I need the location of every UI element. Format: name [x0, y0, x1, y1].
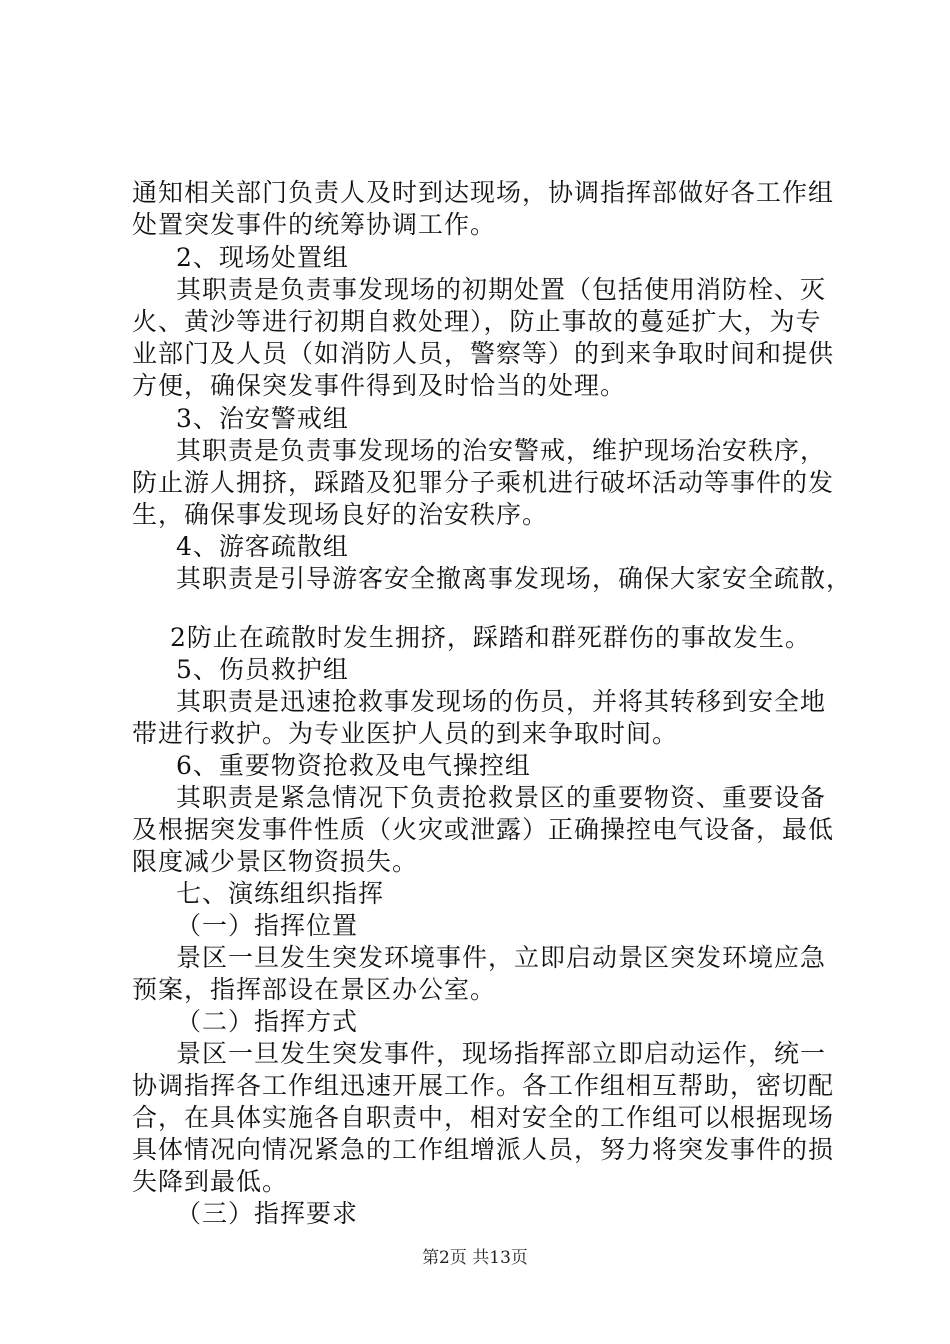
section-heading: 七、演练组织指挥	[176, 879, 385, 908]
page-footer: 第2页 共13页	[422, 1248, 528, 1268]
paragraph-line: 具体情况向情况紧急的工作组增派人员，努力将突发事件的损	[132, 1135, 835, 1164]
section-heading: 5、伤员救护组	[176, 655, 349, 684]
subsection-heading: （一）指挥位置	[176, 911, 359, 940]
section-heading: 3、治安警戒组	[176, 404, 349, 433]
paragraph-line: 限度减少景区物资损失。	[132, 847, 419, 876]
paragraph-line: 2防止在疏散时发生拥挤，踩踏和群死群伤的事故发生。	[170, 623, 811, 652]
paragraph-line: 预案，指挥部设在景区办公室。	[132, 975, 497, 1004]
subsection-heading: （三）指挥要求	[176, 1199, 359, 1228]
paragraph-line: 景区一旦发生突发事件，现场指挥部立即启动运作，统一	[176, 1039, 827, 1068]
paragraph-line: 协调指挥各工作组迅速开展工作。各工作组相互帮助，密切配	[132, 1071, 835, 1100]
paragraph-line: 火、黄沙等进行初期自救处理），防止事故的蔓延扩大，为专	[132, 307, 822, 336]
paragraph-line: 业部门及人员（如消防人员，警察等）的到来争取时间和提供	[132, 339, 835, 368]
paragraph-line: 合，在具体实施各自职责中，相对安全的工作组可以根据现场	[132, 1103, 835, 1132]
paragraph-line: 处置突发事件的统筹协调工作。	[132, 210, 497, 239]
section-heading: 2、现场处置组	[176, 243, 349, 272]
paragraph-line: 其职责是负责事发现场的治安警戒，维护现场治安秩序，	[176, 436, 827, 465]
paragraph-line: 带进行救护。为专业医护人员的到来争取时间。	[132, 719, 679, 748]
section-heading: 4、游客疏散组	[176, 532, 349, 561]
paragraph-line: 景区一旦发生突发环境事件，立即启动景区突发环境应急	[176, 943, 827, 972]
paragraph-line: 其职责是迅速抢救事发现场的伤员，并将其转移到安全地	[176, 687, 827, 716]
paragraph-line: 生，确保事发现场良好的治安秩序。	[132, 500, 549, 529]
subsection-heading: （二）指挥方式	[176, 1007, 359, 1036]
paragraph-line: 其职责是负责事发现场的初期处置（包括使用消防栓、灭	[176, 275, 827, 304]
paragraph-line: 失降到最低。	[132, 1167, 289, 1196]
paragraph-line: 方便，确保突发事件得到及时恰当的处理。	[132, 371, 627, 400]
paragraph-line: 其职责是引导游客安全撤离事发现场，确保大家安全疏散，	[176, 564, 853, 593]
section-heading: 6、重要物资抢救及电气操控组	[176, 751, 531, 780]
paragraph-line: 及根据突发事件性质（火灾或泄露）正确操控电气设备，最低	[132, 815, 835, 844]
paragraph-line: 防止游人拥挤，踩踏及犯罪分子乘机进行破坏活动等事件的发	[132, 468, 835, 497]
paragraph-line: 其职责是紧急情况下负责抢救景区的重要物资、重要设备	[176, 783, 827, 812]
paragraph-line: 通知相关部门负责人及时到达现场，协调指挥部做好各工作组	[132, 178, 835, 207]
